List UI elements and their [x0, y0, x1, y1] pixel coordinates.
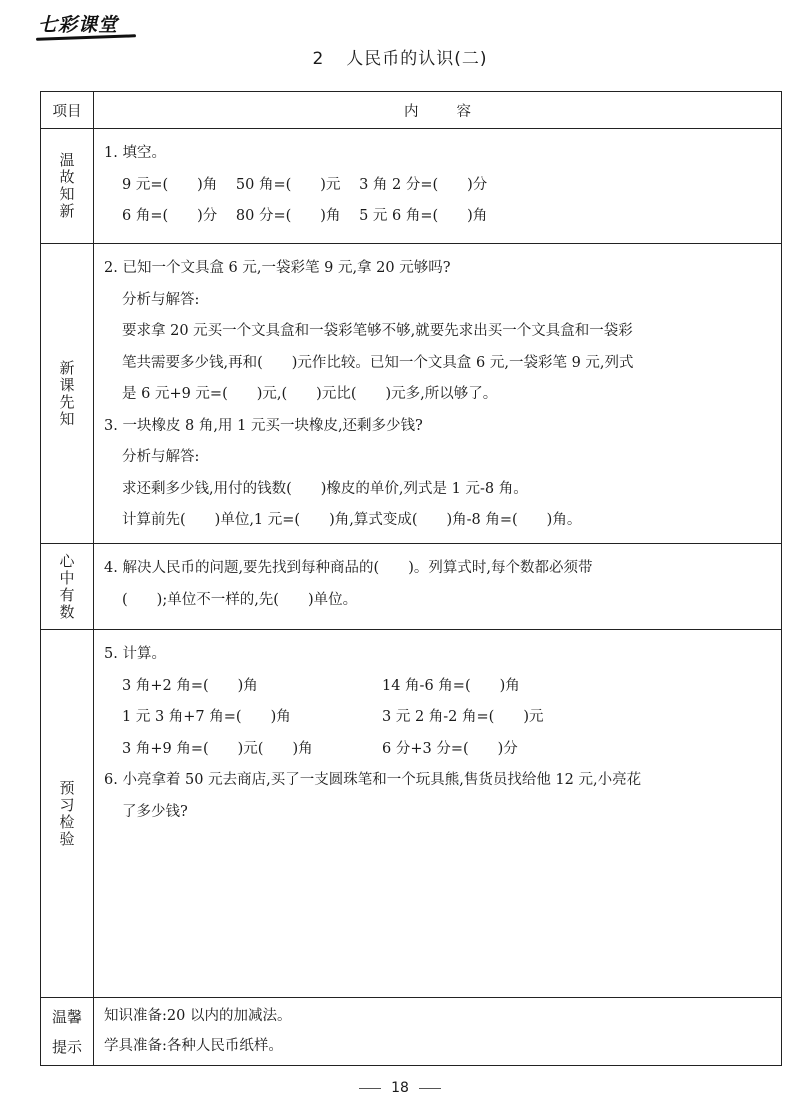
header-content: 内容 [94, 92, 782, 129]
section-body-wengu [94, 129, 782, 244]
calc-item[interactable]: 3 角+9 角=( )元( )角 [122, 740, 313, 757]
section-body-xinke [94, 244, 782, 544]
table-header-row [41, 92, 782, 129]
section-label-yuxi: 预 习 检 验 [41, 630, 94, 998]
calc-row-1 [104, 671, 771, 703]
fill-item[interactable]: 5 元 6 角=( )角 [359, 208, 488, 224]
question-4-line-2[interactable]: ( );单位不一样的,先( )单位。 [122, 591, 358, 608]
section-body-xinzhong [94, 544, 782, 630]
tip-line-2: 学具准备:各种人民币纸样。 [104, 1038, 283, 1054]
footer-dash-right [419, 1088, 441, 1089]
header-item: 项目 [41, 92, 94, 129]
fill-item[interactable]: 80 分=( )角 [235, 208, 341, 224]
calc-item[interactable]: 3 角+2 角=( )角 [122, 677, 258, 694]
calc-row-3 [104, 734, 771, 766]
fill-row-2 [104, 201, 771, 233]
section-label-tips: 温馨 提示 [41, 998, 94, 1066]
section-label-xinke: 新 课 先 知 [41, 244, 94, 544]
question-6-line-1: 6. 小亮拿着 50 元去商店,买了一支圆珠笔和一个玩具熊,售货员找给他 12 元,小亮花 [104, 772, 642, 788]
fill-item[interactable]: 6 角=( )分 [122, 208, 218, 224]
question-6-line-2: 了多少钱? [122, 803, 188, 820]
section-label-wengu: 温 故 知 新 [41, 129, 94, 244]
question-4-line-1[interactable]: 4. 解决人民币的问题,要先找到每种商品的( )。列算式时,每个数都必须带 [104, 560, 593, 576]
question-2-text-1: 要求拿 20 元买一个文具盒和一袋彩笔够不够,就要先求出买一个文具盒和一袋彩 [122, 323, 633, 339]
worksheet-table [40, 91, 782, 1066]
fill-item[interactable]: 3 角 2 分=( )分 [359, 176, 488, 193]
calc-item[interactable]: 1 元 3 角+7 角=( )角 [122, 709, 291, 725]
question-1-title: 1. 填空。 [104, 145, 166, 161]
section-wengu [41, 129, 782, 244]
calc-item[interactable]: 6 分+3 分=( )分 [382, 740, 518, 757]
page-title [0, 44, 800, 69]
analysis-label: 分析与解答: [122, 291, 200, 308]
section-yuxi [41, 630, 782, 998]
question-3-text-2[interactable]: 计算前先( )单位,1 元=( )角,算式变成( )角-8 角=( )角。 [122, 512, 582, 528]
footer-dash-left [359, 1088, 381, 1089]
question-5-title: 5. 计算。 [104, 646, 166, 662]
page-footer [0, 1080, 800, 1096]
question-3-text-1[interactable]: 求还剩多少钱,用付的钱数( )橡皮的单价,列式是 1 元-8 角。 [122, 480, 528, 497]
lesson-title: 人民币的认识(二) [346, 49, 488, 69]
question-3: 3. 一块橡皮 8 角,用 1 元买一块橡皮,还剩多少钱? [104, 417, 423, 434]
section-xinzhong [41, 544, 782, 630]
calc-row-2 [104, 702, 771, 734]
question-2: 2. 已知一个文具盒 6 元,一袋彩笔 9 元,拿 20 元够吗? [104, 260, 451, 276]
analysis-label: 分析与解答: [122, 449, 200, 465]
section-body-yuxi [94, 630, 782, 998]
fill-item[interactable]: 9 元=( )角 [122, 176, 218, 193]
fill-item[interactable]: 50 角=( )元 [235, 176, 341, 193]
brand-logo: 七彩课堂 [38, 14, 119, 36]
section-xinke [41, 244, 782, 544]
section-label-xinzhong: 心 中 有 数 [41, 544, 94, 630]
section-tips [41, 998, 782, 1066]
page-number: 18 [391, 1080, 409, 1096]
fill-row-1 [104, 170, 771, 202]
question-2-text-2[interactable]: 笔共需要多少钱,再和( )元作比较。已知一个文具盒 6 元,一袋彩笔 9 元,列式 [122, 354, 634, 371]
question-2-text-3[interactable]: 是 6 元+9 元=( )元,( )元比( )元多,所以够了。 [122, 386, 498, 402]
tip-line-1: 知识准备:20 以内的加减法。 [104, 1008, 292, 1024]
calc-item[interactable]: 3 元 2 角-2 角=( )元 [382, 709, 544, 725]
section-body-tips [94, 998, 782, 1066]
calc-item[interactable]: 14 角-6 角=( )角 [382, 677, 520, 694]
lesson-number: 2 [312, 49, 325, 69]
